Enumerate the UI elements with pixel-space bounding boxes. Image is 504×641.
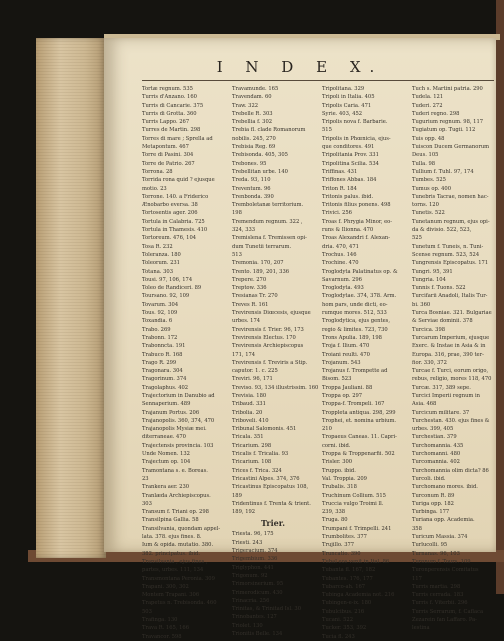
index-entry: Tortæ regnum. 535 bbox=[142, 86, 193, 92]
index-entry: Trimorsinerium. 95 bbox=[232, 581, 284, 588]
index-entry: urbes. 399, 405 bbox=[412, 426, 454, 433]
page-title: I N D E X. bbox=[216, 58, 384, 76]
index-entry: bi. 360 bbox=[412, 301, 431, 308]
index-entry: Turcici Imperii regnum in bbox=[412, 392, 480, 399]
index-entry: Troglodytica, ejus gentes, bbox=[322, 318, 390, 325]
index-entry: Tunetum f. Tuneis, n. Tuni- bbox=[412, 243, 484, 250]
index-entry: corni. ibid. bbox=[322, 442, 351, 449]
index-entry: Turris Lappo. 267 bbox=[142, 119, 190, 126]
index-entry: Transilvania , ejus fines , bbox=[142, 558, 208, 565]
index-entry: Tricarium. 298 bbox=[232, 442, 272, 449]
index-entry: Trinacria. 256 bbox=[232, 597, 270, 604]
title-rule bbox=[142, 80, 494, 81]
index-entry: Toxandia. 6 bbox=[142, 318, 173, 325]
index-entry: Tripolis in Phœnicia, ejus- bbox=[322, 135, 391, 142]
index-entry: Travancor. 598 bbox=[142, 633, 182, 640]
index-entry: Trevisia. 180 bbox=[232, 392, 267, 399]
index-entry: Trebellitan urbe. 140 bbox=[232, 168, 288, 175]
index-entry: Truccia vulgo Troimi ll. bbox=[322, 500, 384, 507]
index-entry: Tousi. 97, 106, 174 bbox=[142, 276, 193, 283]
index-entry: hom pars, unde dicti, eo- bbox=[322, 301, 388, 308]
index-entry: Turchomanni. 480 bbox=[412, 451, 461, 458]
index-entry: Trafinga. 130 bbox=[142, 617, 178, 623]
index-entry: Tous. 92, 109 bbox=[142, 310, 178, 317]
index-entry: Tubantes. 176, 177 bbox=[322, 575, 373, 582]
index-entry: Trebisonda. 405, 305 bbox=[232, 152, 288, 159]
index-entry: Tumbes. 525 bbox=[412, 177, 446, 184]
index-entry: partes, urbes. 111, 134 bbox=[142, 567, 204, 574]
index-entry: Turchomano mores. ibid. bbox=[412, 484, 478, 491]
index-entry: Turconum R. 89 bbox=[412, 492, 455, 499]
index-entry: Troppa Jauliani. 88 bbox=[322, 384, 373, 391]
index-entry: Trojanum. 543 bbox=[322, 359, 361, 366]
index-entry: Tragolaphus. 402 bbox=[142, 384, 189, 391]
index-entry: Turris di Cancarie. 375 bbox=[142, 102, 204, 109]
index-entry: Torrone. 140. a Friderico bbox=[142, 193, 209, 200]
index-entry: Trochine. 470 bbox=[322, 260, 359, 267]
index-entry: Troglodytae. 374, 378. Arm. bbox=[322, 293, 397, 300]
index-entry: Turcarum Imperium, ejusque bbox=[412, 334, 490, 341]
index-entry: Sennaperium. 489 bbox=[142, 401, 191, 408]
index-entry: Tunetis. 522 bbox=[412, 210, 445, 217]
index-entry: Treventum. 96 bbox=[232, 185, 271, 192]
index-entry: Trigonum. 92 bbox=[232, 572, 268, 579]
index-entry: Tribunal Salomonis. 451 bbox=[232, 426, 297, 433]
index-entry: Treviso. 93, 134 illustrissim. 160 bbox=[232, 384, 319, 391]
index-entry: Turcae f. Turci, eorum origo, bbox=[412, 368, 489, 375]
index-entry: Trumpani f. Trimpelli. 241 bbox=[322, 525, 392, 532]
index-entry: Transum f. Triani op. 298 bbox=[142, 509, 209, 516]
index-entry: Tuch s. Martini patria. 290 bbox=[412, 86, 483, 92]
index-entry: motio. 23 bbox=[142, 185, 167, 192]
index-entry: dria. 470, 471 bbox=[322, 243, 359, 250]
index-entry: 23 bbox=[142, 475, 149, 482]
index-entry: Tullium f. Tuhl. 97, 174 bbox=[412, 168, 474, 175]
index-entry: Trinitas, & Trinitad Isl. 30 bbox=[232, 606, 302, 613]
index-entry: nobilis. 245, 270 bbox=[232, 135, 276, 142]
index-entry: Tribaud. 331 bbox=[232, 401, 266, 408]
index-entry: Tripolitina Scilia. 534 bbox=[322, 160, 379, 167]
index-entry: 503 bbox=[142, 608, 152, 615]
index-entry: Trisler. 300 bbox=[322, 459, 353, 466]
index-entry: Torre de Patrio. 267 bbox=[142, 160, 195, 167]
index-entry: Trier. bbox=[261, 518, 285, 529]
index-entry: torns. 120 bbox=[412, 202, 439, 209]
index-entry: Asia. 468 bbox=[412, 401, 437, 408]
index-entry: Tortosentis ager. 206 bbox=[142, 210, 198, 217]
index-entry: Trigembium. 336 bbox=[232, 556, 278, 563]
index-entry: Tucker. 353, 392 bbox=[322, 625, 367, 632]
index-entry: Trionitis Belle. 134 bbox=[232, 631, 283, 637]
index-entry: caputor. 1. c. 225 bbox=[232, 368, 278, 375]
index-entry: Tugiatum op. Tugii. 112 bbox=[412, 127, 476, 134]
index-entry: Trevirensis Archiepiscopus bbox=[232, 343, 304, 350]
index-entry: Trinobantes. 127 bbox=[232, 614, 277, 621]
index-entry: Tripolis Caria. 471 bbox=[322, 102, 372, 109]
index-entry: Truga. 80 bbox=[322, 517, 348, 524]
index-entry: Tucani. 522 bbox=[322, 617, 353, 623]
index-entry: Triglyphon. 441 bbox=[232, 564, 274, 571]
index-entry: Tubanta fl. 167, 182 bbox=[322, 567, 376, 574]
index-entry: lata. 378. ejus fines. 8. bbox=[142, 534, 202, 541]
index-column-1 bbox=[142, 85, 224, 640]
index-entry: Trapani. 300, 302 bbox=[142, 583, 189, 590]
index-entry: Tosa R. 232 bbox=[142, 243, 173, 250]
index-entry: Tramontana s. e. Boreas. bbox=[142, 467, 208, 474]
index-entry: Turnanas. 96, 103 bbox=[412, 550, 460, 557]
index-entry: Tubingen-e-ix. 180 bbox=[322, 600, 372, 607]
index-entry: Tunebris Tacrae, nomen hac- bbox=[412, 193, 489, 200]
index-entry: Deus. 105 bbox=[412, 152, 439, 159]
index-entry: Triboveli. 410 bbox=[232, 417, 269, 424]
index-entry: Treviri. 96, 171 bbox=[232, 376, 273, 383]
index-entry: 171, 174 bbox=[232, 351, 256, 358]
index-entry: Tresianas Tr. 270 bbox=[232, 293, 278, 300]
index-entry: Trajectensis provincia. 103 bbox=[142, 442, 214, 449]
index-entry: Turcica. 398 bbox=[412, 326, 446, 333]
index-entry: Ium & opida. mutatio. 380. bbox=[142, 542, 214, 549]
index-entry: 198 bbox=[232, 210, 242, 217]
index-entry: Turiga opp. 182 bbox=[412, 500, 454, 507]
index-entry: Turiana opp. Academia. bbox=[412, 517, 475, 524]
index-entry: Totana. 303 bbox=[142, 268, 173, 275]
index-entry: Trons Apulia. 189, 198 bbox=[322, 334, 382, 341]
index-entry: Trevirensis f. Treviris a Stip. bbox=[232, 359, 308, 366]
index-entry: Trebones. 95 bbox=[232, 160, 267, 167]
index-entry: Transilpina Gallia. 58 bbox=[142, 517, 199, 524]
index-entry: Tragonara. 304 bbox=[142, 368, 183, 375]
index-column-3 bbox=[322, 85, 404, 640]
index-entry: Triesti. 243 bbox=[232, 539, 263, 546]
index-entry: Tuis opp. 48 bbox=[412, 135, 445, 142]
index-entry: Tungria. 104 bbox=[412, 276, 446, 283]
index-entry: Tubal eos venit in Ital. 86 bbox=[322, 558, 390, 565]
index-entry: Trigeracium. 374 bbox=[232, 548, 278, 555]
index-entry: Tuiscon Ducem Germanorum bbox=[412, 144, 490, 151]
index-entry: Turicum Massia. 374 bbox=[412, 534, 468, 541]
index-entry: Montem Trapani. 306 bbox=[142, 592, 200, 599]
index-entry: Turris cerrada. 183 bbox=[412, 592, 464, 599]
index-entry: Turris Serrarum, f. Caflaca bbox=[412, 608, 484, 615]
index-entry: Turbinga. 177 bbox=[412, 509, 450, 516]
index-entry: Turcifarii Anadoli, Italis Tur- bbox=[412, 293, 488, 300]
index-entry: Trento. 189, 201, 336 bbox=[232, 268, 290, 275]
index-entry: Treptow. 336 bbox=[232, 285, 267, 292]
index-entry: 189 bbox=[232, 492, 242, 499]
index-entry: Trapetus n. Trebisonda. 460 bbox=[142, 600, 217, 607]
index-entry: Turchestian. 379 bbox=[412, 434, 457, 441]
index-entry: Trevirensis Electus. 170 bbox=[232, 334, 296, 341]
index-entry: Tripolitania Prov. 331 bbox=[322, 152, 379, 159]
index-entry: 324, 333 bbox=[232, 227, 256, 234]
index-entry: Tritonis filius ponens. 498 bbox=[322, 202, 391, 209]
index-entry: 303 bbox=[142, 500, 152, 507]
index-entry: Troppa & Troppenarfii. 502 bbox=[322, 451, 395, 458]
index-entry: Toleo de Randiceri. 89 bbox=[142, 285, 202, 292]
index-entry: Tubulcibus. 216 bbox=[322, 608, 365, 615]
index-entry: Truchinum Collium. 515 bbox=[322, 492, 386, 499]
index-entry: Turris d'Anzano. 160 bbox=[142, 94, 197, 101]
index-entry: Trabonn. 172 bbox=[142, 334, 178, 341]
index-entry: Turca Bosniae. 321. Bulgariae bbox=[412, 310, 492, 317]
index-entry: Tunetanum regnum, ejus opi- bbox=[412, 218, 490, 225]
index-entry: Zezarein fan Laffaro. Pa- bbox=[412, 617, 477, 623]
index-column-4 bbox=[412, 85, 494, 632]
index-entry: Troglodyta Palatinatus op. & bbox=[322, 268, 398, 275]
index-entry: Troppleta antiqua. 298, 299 bbox=[322, 409, 396, 416]
index-entry: Trebelle R. 303 bbox=[232, 110, 273, 117]
index-entry: Tripolis nova f. Barbarie. bbox=[322, 119, 388, 126]
index-entry: Trava R. 165, 166 bbox=[142, 625, 190, 632]
index-entry: Turcæ. 317, 389 sepe. bbox=[412, 384, 471, 391]
index-entry: Tripolitana. 329 bbox=[322, 86, 365, 92]
index-column-2 bbox=[232, 85, 319, 637]
index-entry: 525 bbox=[412, 235, 422, 242]
index-entry: Troas Alexandri f. Alexan- bbox=[322, 235, 391, 242]
index-entry: 210 bbox=[322, 426, 332, 433]
index-entry: Tragorinum. 374 bbox=[142, 376, 187, 383]
index-entry: Trivici. 256 bbox=[322, 210, 352, 217]
index-entry: Troas f. Phrygia Minor, eo- bbox=[322, 218, 393, 225]
index-entry: Trubalis. 318 bbox=[322, 484, 357, 491]
index-entry: Trajectorium in Danubio ad bbox=[142, 392, 215, 399]
index-entry: Trago R. 299 bbox=[142, 359, 177, 366]
index-entry: Trabo. 269 bbox=[142, 326, 171, 333]
index-entry: Tortoreum. 476, 104 bbox=[142, 235, 197, 242]
index-entry: Unde Nomen. 132 bbox=[142, 451, 190, 458]
index-entry: Trajanopolis. 360, 374, 470 bbox=[142, 417, 215, 424]
index-entry: Tortula in Thamesis. 410 bbox=[142, 227, 208, 234]
index-entry: Tucia fl. 243 bbox=[322, 633, 355, 640]
index-entry: Tremboletanæ territorium. bbox=[232, 202, 304, 209]
index-entry: Trophei, et. nomina urbium. bbox=[322, 417, 397, 424]
index-entry: runs & Ilionna. 470 bbox=[322, 227, 374, 234]
index-entry: Torrida rona quid ? ejusque bbox=[142, 177, 215, 184]
index-entry: Tulla. 98 bbox=[412, 160, 436, 167]
index-entry: Trankera aer. 230 bbox=[142, 484, 190, 491]
index-entry: diterraneae. 470 bbox=[142, 434, 186, 441]
index-entry: 117 bbox=[412, 575, 422, 582]
index-entry: Triffinas. 431 bbox=[322, 168, 358, 175]
index-entry: Trepere. 270 bbox=[232, 276, 267, 283]
index-entry: Tricastinus Episcopatus 108, bbox=[232, 484, 309, 491]
index-entry: Tubinga Academia not. 216 bbox=[322, 592, 395, 599]
index-entry: 358 bbox=[412, 525, 422, 532]
index-entry: da & divisio. 522, 523, bbox=[412, 227, 472, 234]
index-entry: Tovarum. 304 bbox=[142, 301, 179, 308]
index-entry: Troppa-f. Trompeli. 167 bbox=[322, 401, 385, 408]
index-entry: Bisom. 523 bbox=[322, 376, 352, 383]
index-entry: Tripoli in Italia. 405 bbox=[322, 94, 375, 101]
index-entry: Torres di mare ; Sprella ad bbox=[142, 135, 213, 142]
index-entry: Triesta. 96, 175 bbox=[232, 531, 274, 538]
index-entry: Turris martia. 298 bbox=[412, 583, 461, 590]
index-entry: Turcicum militare. 37 bbox=[412, 409, 470, 416]
index-entry: Tortula in Calabria. 725 bbox=[142, 218, 205, 225]
index-entry: Scense regnum. 523, 524 bbox=[412, 251, 480, 258]
index-entry: Turonum f. Tours. 109 bbox=[412, 558, 471, 565]
index-entry: Tricastini Alpes. 374, 376 bbox=[232, 475, 300, 482]
index-entry: Tremendum regnum. 322 , bbox=[232, 218, 303, 225]
index-entry: Val. Troppia. 209 bbox=[322, 475, 367, 482]
index-entry: Turonperensis Comitatus bbox=[412, 567, 479, 574]
index-entry: Turres de Martin. 298 bbox=[142, 127, 201, 134]
index-entry: Tranlæda Archiepiscopus. bbox=[142, 492, 211, 499]
index-entry: Turchestan. 430. ejus fines & bbox=[412, 417, 490, 424]
index-entry: Troglodyta. 493 bbox=[322, 285, 364, 292]
index-entry: Treda. 93, 110 bbox=[232, 177, 271, 184]
index-entry: Trajanopolis Mysiæ mei. bbox=[142, 426, 207, 433]
index-entry: Triolet. 130 bbox=[232, 622, 263, 629]
index-entry: Travamunde. 165 bbox=[232, 86, 279, 92]
index-entry: Turris di Grotta. 360 bbox=[142, 110, 197, 117]
index-entry: Truncatio. 390 bbox=[322, 550, 361, 557]
book-fore-edge bbox=[36, 38, 106, 558]
index-entry: Turcoli. ibid. bbox=[412, 475, 446, 482]
index-entry: Toleorum. 231 bbox=[142, 260, 180, 267]
index-entry: Tugurium regnum. 98, 117 bbox=[412, 119, 484, 126]
index-entry: Tubarco-ah. 167 bbox=[322, 583, 366, 590]
index-entry: Turris f. Viterbii. 296 bbox=[412, 600, 468, 607]
index-entry: Turcomannia. 402 bbox=[412, 459, 460, 466]
index-entry: Travendam. 60 bbox=[232, 94, 272, 101]
index-entry: Troja f. Ilium. 470 bbox=[322, 343, 370, 350]
index-entry: Torre di Pasini. 304 bbox=[142, 152, 194, 159]
index-entry: Turchomannia. 435 bbox=[412, 442, 464, 449]
index-entry: Tumus op. 400 bbox=[412, 185, 452, 192]
index-entry: 515 bbox=[322, 127, 332, 134]
index-entry: Tritonis palus. ibid. bbox=[322, 193, 374, 200]
index-entry: 239, 338 bbox=[322, 509, 346, 516]
index-entry: Tremonia. 170, 207 bbox=[232, 260, 284, 267]
index-entry: fior. 330, 372 bbox=[412, 359, 447, 366]
index-page bbox=[104, 38, 496, 640]
index-entry: Triton R. 184 bbox=[322, 185, 357, 192]
index-entry: 189, 192 bbox=[232, 509, 256, 516]
index-entry: Tunnis f. Tuons. 522 bbox=[412, 285, 466, 292]
index-entry: Trumbolites. 377 bbox=[322, 534, 367, 541]
index-entry: Trevirensis Diœcesis, ejusque bbox=[232, 310, 311, 317]
index-entry: Trujillo. 377 bbox=[322, 542, 355, 549]
index-entry: Trabuco R. 168 bbox=[142, 351, 183, 358]
index-entry: Trebellia f. 302 bbox=[232, 119, 273, 126]
index-entry: Traw. 322 bbox=[232, 102, 259, 109]
index-entry: dum Tunetii terrarum. bbox=[232, 243, 292, 250]
index-entry: Syrie. 403, 452 bbox=[322, 110, 363, 117]
index-entry: Tricalis f. Tricalia. 93 bbox=[232, 451, 289, 458]
index-entry: lestina bbox=[412, 625, 430, 632]
index-entry: Troppa op. 297 bbox=[322, 392, 363, 399]
index-entry: Tuderi regno. 298 bbox=[412, 110, 460, 117]
index-entry: que conditores. 491 bbox=[322, 144, 375, 151]
index-entry: Trenbonda. 390 bbox=[232, 193, 274, 200]
index-entry: Trajectum op. 104 bbox=[142, 459, 191, 466]
index-entry: Trices f. Trica. 324 bbox=[232, 467, 282, 474]
index-entry: Trebisia Reg. 69 bbox=[232, 144, 276, 151]
index-entry: Exerc. & Instae in Asia & in bbox=[412, 343, 486, 350]
index-entry: Tridentinus f. Trenta & trient. bbox=[232, 500, 311, 507]
index-entry: Europa. 316, prae, 390 ter- bbox=[412, 351, 484, 358]
index-entry: Torrona. 28 bbox=[142, 168, 173, 175]
index-entry: Savarnum. 296 bbox=[322, 276, 362, 283]
index-entry: urbes. 174 bbox=[232, 318, 261, 325]
index-entry: Triffones Abbas. 184 bbox=[322, 177, 377, 184]
book-cover-edge bbox=[496, 0, 504, 594]
index-entry: 513 bbox=[232, 251, 242, 258]
index-entry: rumque mores. 512, 533 bbox=[322, 310, 387, 317]
index-entry: Trajanum Portus. 206 bbox=[142, 409, 200, 416]
index-entry: Trevirensis f. Trier. 96, 173 bbox=[232, 326, 304, 333]
index-entry: Tremislena f. Tremissen opi- bbox=[232, 235, 307, 242]
index-entry: Tuderi. 272 bbox=[412, 102, 443, 109]
index-entry: Toursano. 92, 109 bbox=[142, 293, 190, 300]
index-entry: 382. principatus. ibid. bbox=[142, 550, 200, 557]
index-entry: Trochus. 146 bbox=[322, 251, 357, 258]
index-entry: Trabonncta. 191 bbox=[142, 343, 186, 350]
index-entry: Transilvania, quondam appel- bbox=[142, 525, 221, 532]
index-entry: Turlucolli. 95 bbox=[412, 542, 448, 549]
index-entry: regio & limites. 723, 730 bbox=[322, 326, 388, 333]
index-entry: Metapontum. 467 bbox=[142, 144, 189, 151]
index-entry: Tricarium. 108 bbox=[232, 459, 272, 466]
index-entry: Tropaeus Caneas. 11. Capri- bbox=[322, 434, 397, 441]
index-entry: Trimerodicum. 430 bbox=[232, 589, 283, 596]
index-entry: Tungrensis Episcopatus. 171 bbox=[412, 260, 489, 267]
index-entry: Turchomannia olim dicta? 86 bbox=[412, 467, 489, 474]
index-entry: Tricala. 351 bbox=[232, 434, 264, 441]
index-entry: Tudela. 121 bbox=[412, 94, 444, 101]
index-entry: & Serviae dominii. 378 bbox=[412, 318, 473, 325]
index-entry: Trebia fl. clade Romanorum bbox=[232, 127, 306, 134]
index-entry: Treves R. 161 bbox=[232, 301, 269, 308]
index-entry: Toleranza. 180 bbox=[142, 251, 181, 258]
index-entry: Ænobarbo eversa. 38 bbox=[142, 202, 198, 209]
index-entry: Transmontana Peronia. 309 bbox=[142, 575, 215, 582]
index-entry: Troiani reulti. 470 bbox=[322, 351, 370, 358]
index-entry: rebus, religio, mores 118, 470 bbox=[412, 376, 492, 383]
index-entry: Tungri. 95, 391 bbox=[412, 268, 453, 275]
index-entry: Tribolia. 20 bbox=[232, 409, 263, 416]
index-entry: Truppo. ibid. bbox=[322, 467, 356, 474]
index-entry: Trojanus f. Trompette ad bbox=[322, 368, 388, 375]
